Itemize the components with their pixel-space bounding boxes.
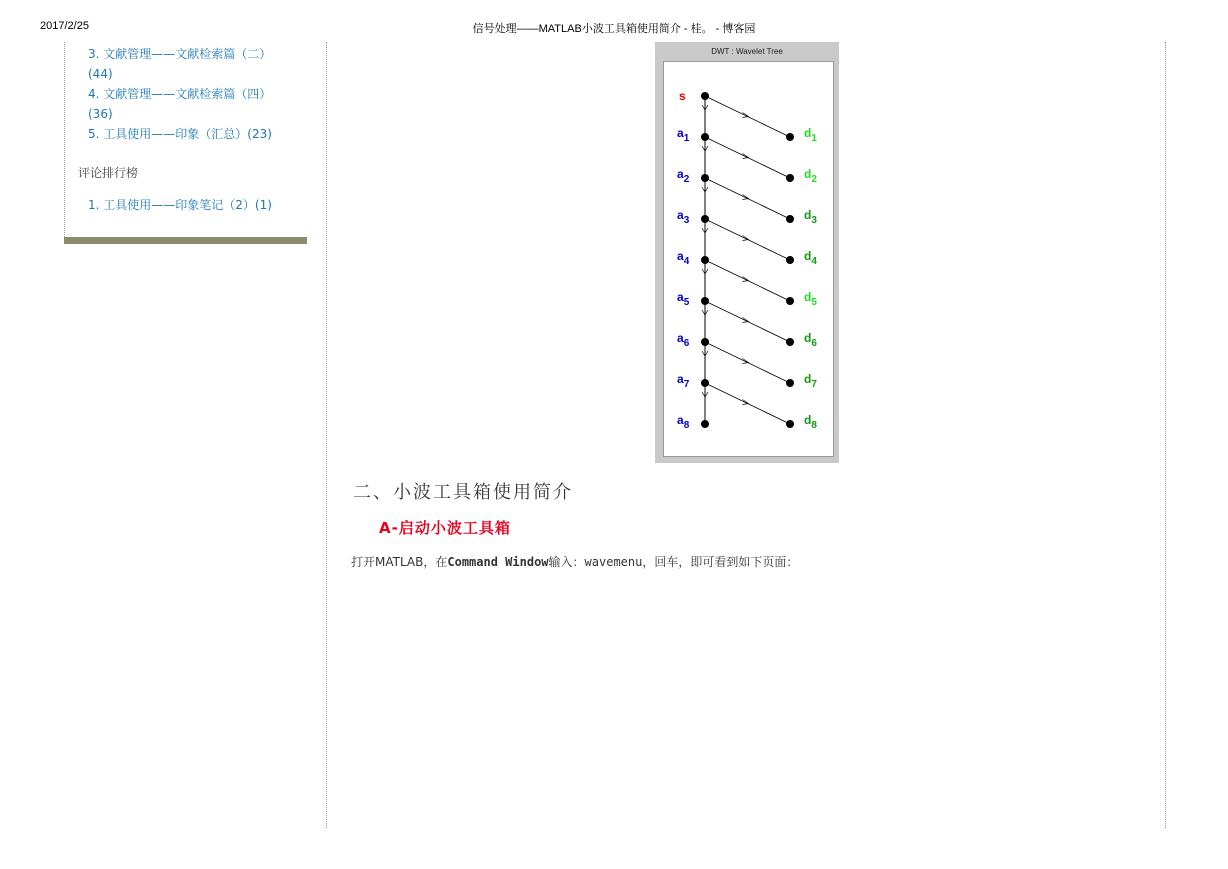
approx-label: $a_2$ bbox=[677, 167, 690, 185]
figure-canvas bbox=[663, 61, 834, 457]
detail-label: $d_7$ bbox=[804, 372, 817, 390]
sidebar-link-1[interactable]: 3. 文献管理——文献检索篇（二） bbox=[88, 47, 272, 61]
detail-label: $d_6$ bbox=[804, 331, 817, 349]
sidebar-link-1-count[interactable]: (44) bbox=[88, 67, 113, 81]
wavelet-tree-diagram bbox=[664, 62, 833, 456]
approx-node bbox=[701, 379, 709, 387]
approx-label: $a_1$ bbox=[677, 126, 690, 144]
approx-node bbox=[701, 215, 709, 223]
detail-label: $d_8$ bbox=[804, 413, 817, 431]
column-divider-left bbox=[326, 42, 327, 828]
sidebar bbox=[64, 42, 307, 242]
approx-node bbox=[701, 174, 709, 182]
detail-label: $d_3$ bbox=[804, 208, 817, 226]
approx-label: $a_3$ bbox=[677, 208, 690, 226]
detail-node bbox=[786, 133, 794, 141]
wavelet-tree-figure bbox=[655, 42, 839, 463]
approx-node bbox=[701, 297, 709, 305]
column-divider-right bbox=[1165, 42, 1166, 828]
sidebar-link-2-count[interactable]: (36) bbox=[88, 107, 113, 121]
approx-label: $a_5$ bbox=[677, 290, 690, 308]
para-suffix: ，回车，即可看到如下页面： bbox=[642, 555, 799, 569]
detail-node bbox=[786, 297, 794, 305]
branch-arrow-icon bbox=[743, 400, 749, 405]
detail-node bbox=[786, 379, 794, 387]
detail-label: $d_1$ bbox=[804, 126, 817, 144]
sidebar-bottom-bar bbox=[64, 237, 307, 244]
approx-label: $a_7$ bbox=[677, 372, 690, 390]
detail-node bbox=[786, 338, 794, 346]
branch-arrow-icon bbox=[743, 318, 749, 323]
detail-node bbox=[786, 420, 794, 428]
instruction-paragraph bbox=[351, 553, 798, 570]
branch-arrow-icon bbox=[743, 277, 749, 282]
approx-node bbox=[701, 256, 709, 264]
detail-label: $d_4$ bbox=[804, 249, 817, 267]
para-mid: 输入： bbox=[548, 555, 585, 569]
approx-node bbox=[701, 338, 709, 346]
approx-node bbox=[701, 133, 709, 141]
approx-label: $a_4$ bbox=[677, 249, 690, 267]
approx-label: $a_6$ bbox=[677, 331, 690, 349]
sidebar-link-3[interactable]: 5. 工具使用——印象（汇总）(23) bbox=[88, 127, 272, 141]
detail-node bbox=[786, 256, 794, 264]
comments-ranking-link-1[interactable]: 1. 工具使用——印象笔记（2）(1) bbox=[88, 198, 272, 212]
subsection-title: A-启动小波工具箱 bbox=[379, 519, 511, 537]
page-title: 信号处理——MATLAB小波工具箱使用简介 - 桂。 - 博客园 bbox=[472, 23, 756, 35]
approx-label: $a_8$ bbox=[677, 413, 690, 431]
detail-label: $d_5$ bbox=[804, 290, 817, 308]
detail-node bbox=[786, 174, 794, 182]
figure-title: DWT : Wavelet Tree bbox=[711, 47, 783, 56]
approx-node bbox=[701, 420, 709, 428]
print-date: 2017/2/25 bbox=[40, 20, 89, 32]
branch-arrow-icon bbox=[743, 154, 749, 159]
para-code: wavemenu bbox=[584, 555, 643, 569]
branch-arrow-icon bbox=[743, 236, 749, 241]
root-label: s bbox=[679, 89, 686, 103]
root-node bbox=[701, 92, 709, 100]
branch-arrow-icon bbox=[743, 359, 749, 364]
branch-arrow-icon bbox=[743, 113, 749, 118]
section-title: 二、小波工具箱使用简介 bbox=[353, 482, 573, 503]
detail-label: $d_2$ bbox=[804, 167, 817, 185]
sidebar-link-2[interactable]: 4. 文献管理——文献检索篇（四） bbox=[88, 87, 272, 101]
detail-node bbox=[786, 215, 794, 223]
branch-arrow-icon bbox=[743, 195, 749, 200]
para-prefix: 打开MATLAB，在 bbox=[351, 555, 448, 569]
para-command-window: Command Window bbox=[447, 555, 549, 569]
comments-ranking-heading: 评论排行榜 bbox=[78, 166, 139, 180]
